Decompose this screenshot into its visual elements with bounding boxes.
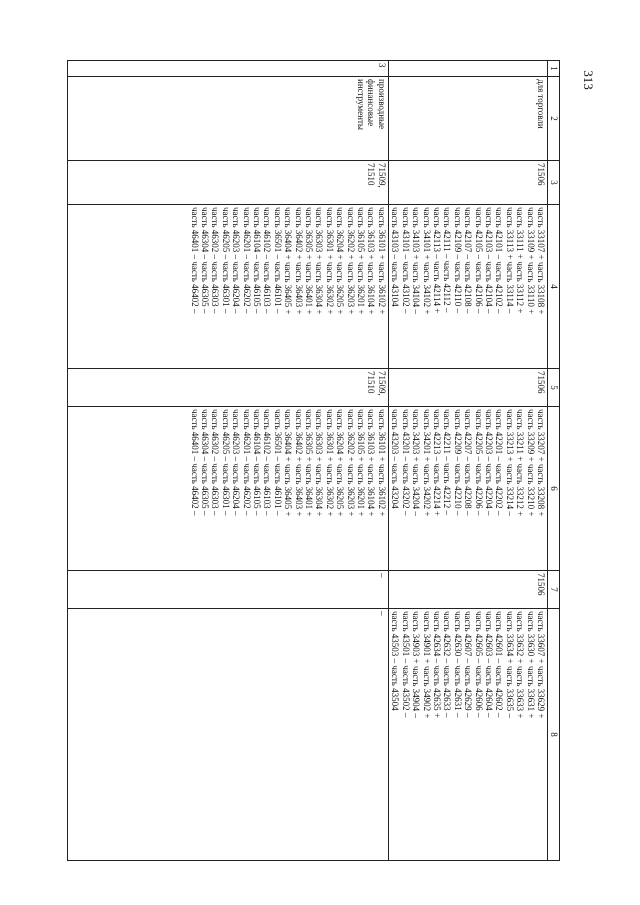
cell-line: часть 42605 – часть 42606 – <box>473 611 484 718</box>
cell-line: часть 42205 – часть 42206 – <box>473 409 484 516</box>
cell-line: часть 42201 – часть 42202 – <box>494 409 505 516</box>
cell-line: часть 42632 – часть 42633 – <box>442 611 453 718</box>
cell-line: часть 33211 + часть 33212 + <box>515 409 526 517</box>
cell-line: часть 42634 – часть 42635 + <box>431 611 442 718</box>
cell-line: часть 46304 – часть 46305 – <box>200 409 210 516</box>
row-number: 3 <box>376 63 387 68</box>
formula-cell <box>67 205 388 369</box>
cell-line: часть 33630 + часть 33631 + <box>525 611 536 719</box>
cell-line: часть 36301 + часть 36302 + <box>324 409 335 517</box>
account-code-cell <box>67 369 388 407</box>
cell-line: 71506 <box>536 371 546 394</box>
cell-line: часть 36404 + часть 36405 + <box>283 207 294 315</box>
cell-line: часть 42111 – часть 42112 – <box>442 207 453 313</box>
cell-line: часть 43103 – часть 43104 <box>390 207 401 307</box>
cell-line: часть 36105 + часть 36201 + <box>356 409 367 517</box>
cell-line: часть 36501 – часть 46101 – <box>272 409 283 516</box>
cell-line: часть 36202 + часть 36203 + <box>345 409 356 517</box>
cell-line: часть 34201 + часть 34202 + <box>421 409 432 517</box>
cell-line: часть 43503 – часть 43504 <box>390 611 401 711</box>
cell-line: часть 42203 – часть 42204 – <box>483 409 494 516</box>
cell-line: часть 42630 – часть 42631 – <box>452 611 463 718</box>
cell-line: для торговли <box>536 79 546 129</box>
cell-line: часть 42101 – часть 42102 – <box>494 207 505 314</box>
header-col-2: 2 <box>548 77 560 161</box>
row-number-cell <box>388 61 547 77</box>
account-code-cell <box>388 161 547 205</box>
row-number-cell <box>67 61 388 77</box>
table-rotation-wrapper <box>90 60 560 860</box>
cell-line: часть 42207 – часть 42208 – <box>463 409 474 516</box>
cell-line: часть 42211 – часть 42212 – <box>442 409 453 516</box>
cell-line: часть 42113 – часть 42114 + <box>431 207 442 314</box>
page-number <box>576 60 600 100</box>
cell-line: часть 43101 – часть 43102 – <box>400 207 411 314</box>
cell-line: часть 34203 + часть 34204 – <box>411 409 422 516</box>
cell-line: часть 36305 + часть 36401 + <box>304 207 315 315</box>
cell-line: часть 36501 – часть 46101 – <box>272 207 283 314</box>
dash-cell <box>67 609 388 861</box>
item-name-cell <box>67 77 388 161</box>
cell-line: часть 46205 – часть 46301 – <box>220 409 231 516</box>
cell-line: часть 46102 – часть 46103 – <box>262 409 273 516</box>
cell-line: часть 33207 + часть 33208 + <box>536 409 546 517</box>
cell-line: часть 46104 – часть 46105 – <box>252 409 263 516</box>
cell-line: 71509, <box>376 163 387 188</box>
cell-line: часть 43501 – часть 43502 – <box>400 611 411 718</box>
cell-line: часть 36402 + часть 36403 + <box>293 409 304 517</box>
cell-line: 71510 <box>366 163 377 186</box>
cell-line: часть 36303 + часть 36304 + <box>314 409 325 517</box>
cell-line: часть 42603 – часть 42604 – <box>483 611 494 718</box>
cell-line: часть 33107 + часть 33108 + <box>536 207 546 315</box>
account-code-cell <box>388 571 547 609</box>
cell-line: 71510 <box>366 371 377 394</box>
cell-line: часть 33109 + часть 33110 + <box>525 207 536 315</box>
cell-line: часть 43201 – часть 43202 – <box>400 409 411 516</box>
cell-line: часть 36103 + часть 36104 + <box>366 207 377 315</box>
cell-line: – <box>376 573 387 578</box>
cell-line: часть 42601 – часть 42602 – <box>494 611 505 718</box>
header-col-4: 4 <box>548 205 560 369</box>
cell-line: часть 46304 – часть 46305 – <box>200 207 210 314</box>
page-number-text: 313 <box>581 70 596 90</box>
cell-line: производные <box>376 79 387 130</box>
formula-cell <box>67 407 388 571</box>
cell-line: часть 42103 – часть 42104 – <box>483 207 494 314</box>
cell-line: часть 46302 – часть 46303 – <box>210 207 221 314</box>
cell-line: часть 33213 + часть 33214 – <box>504 409 515 516</box>
cell-line: часть 42107 – часть 42108 – <box>463 207 474 314</box>
cell-line: часть 36301 + часть 36302 + <box>324 207 335 315</box>
cell-line: инструменты <box>356 79 367 130</box>
cell-line: часть 42607 – часть 42629 – <box>463 611 474 718</box>
cell-line: часть 46201 – часть 46202 – <box>241 409 252 516</box>
cell-line: часть 34103 + часть 34104 – <box>411 207 422 314</box>
cell-line: финансовые <box>366 79 377 127</box>
cell-line: 71506 <box>536 163 546 186</box>
header-col-3: 3 <box>548 161 560 205</box>
table-row <box>388 61 547 861</box>
cell-line: часть 36101 + часть 36102 + <box>376 207 387 315</box>
account-code-cell <box>388 369 547 407</box>
cell-line: – <box>376 611 387 616</box>
table-row <box>67 61 388 861</box>
cell-line: часть 46205 – часть 46301 – <box>220 207 231 314</box>
cell-line: часть 34903 + часть 34904 – <box>411 611 422 718</box>
cell-line: часть 33607 + часть 33629 + <box>536 611 546 719</box>
account-code-cell <box>67 161 388 205</box>
account-mapping-table <box>67 60 560 861</box>
header-col-5: 5 <box>548 369 560 407</box>
cell-line: часть 46201 – часть 46202 – <box>241 207 252 314</box>
header-col-8: 8 <box>548 609 560 861</box>
cell-line: часть 42209 – часть 42210 – <box>452 409 463 516</box>
cell-line: часть 42105 – часть 42106 – <box>473 207 484 314</box>
cell-line: часть 33634 + часть 33635 – <box>504 611 515 718</box>
cell-line: часть 36202 + часть 36203 + <box>345 207 356 315</box>
formula-cell <box>388 609 547 861</box>
cell-line: часть 43203 – часть 43204 <box>390 409 401 509</box>
cell-line: часть 33632 + часть 33633 + <box>515 611 526 719</box>
cell-line: часть 34101 + часть 34102 + <box>421 207 432 315</box>
cell-line: часть 33209 + часть 33210 + <box>525 409 536 517</box>
cell-line: часть 34901 + часть 34902 + <box>421 611 432 719</box>
formula-cell <box>388 205 547 369</box>
cell-line: часть 46104 – часть 46105 – <box>252 207 263 314</box>
dash-cell <box>67 571 388 609</box>
cell-line: 71506 <box>536 573 546 596</box>
cell-line: часть 42213 – часть 42214 + <box>431 409 442 516</box>
header-row <box>548 61 560 861</box>
header-col-6: 6 <box>548 407 560 571</box>
cell-line: часть 36303 + часть 36304 + <box>314 207 325 315</box>
cell-line: часть 36204 + часть 36205 + <box>335 409 346 517</box>
cell-line: часть 36105 + часть 36201 + <box>356 207 367 315</box>
header-col-1: 1 <box>548 61 560 77</box>
cell-line: часть 46302 – часть 46303 – <box>210 409 221 516</box>
cell-line: часть 46203 – часть 46204 – <box>231 409 242 516</box>
cell-line: часть 36204 + часть 36205 + <box>335 207 346 315</box>
cell-line: часть 33113 + часть 33114 – <box>504 207 515 314</box>
cell-line: часть 46203 – часть 46204 – <box>231 207 242 314</box>
cell-line: часть 36402 + часть 36403 + <box>293 207 304 315</box>
cell-line: часть 46102 – часть 46103 – <box>262 207 273 314</box>
cell-line: часть 33111 + часть 33112 + <box>515 207 526 314</box>
header-col-7: 7 <box>548 571 560 609</box>
cell-line: часть 42109 – часть 42110 – <box>452 207 463 314</box>
cell-line: часть 36101 + часть 36102 + <box>376 409 387 517</box>
cell-line: часть 36404 + часть 36405 + <box>283 409 294 517</box>
cell-line: часть 36305 + часть 36401 + <box>304 409 315 517</box>
cell-line: часть 46401 – часть 46402 – <box>189 207 200 314</box>
cell-line: 71509, <box>376 371 387 396</box>
item-name-cell <box>388 77 547 161</box>
formula-cell <box>388 407 547 571</box>
cell-line: часть 36103 + часть 36104 + <box>366 409 377 517</box>
cell-line: часть 46401 – часть 46402 – <box>189 409 200 516</box>
